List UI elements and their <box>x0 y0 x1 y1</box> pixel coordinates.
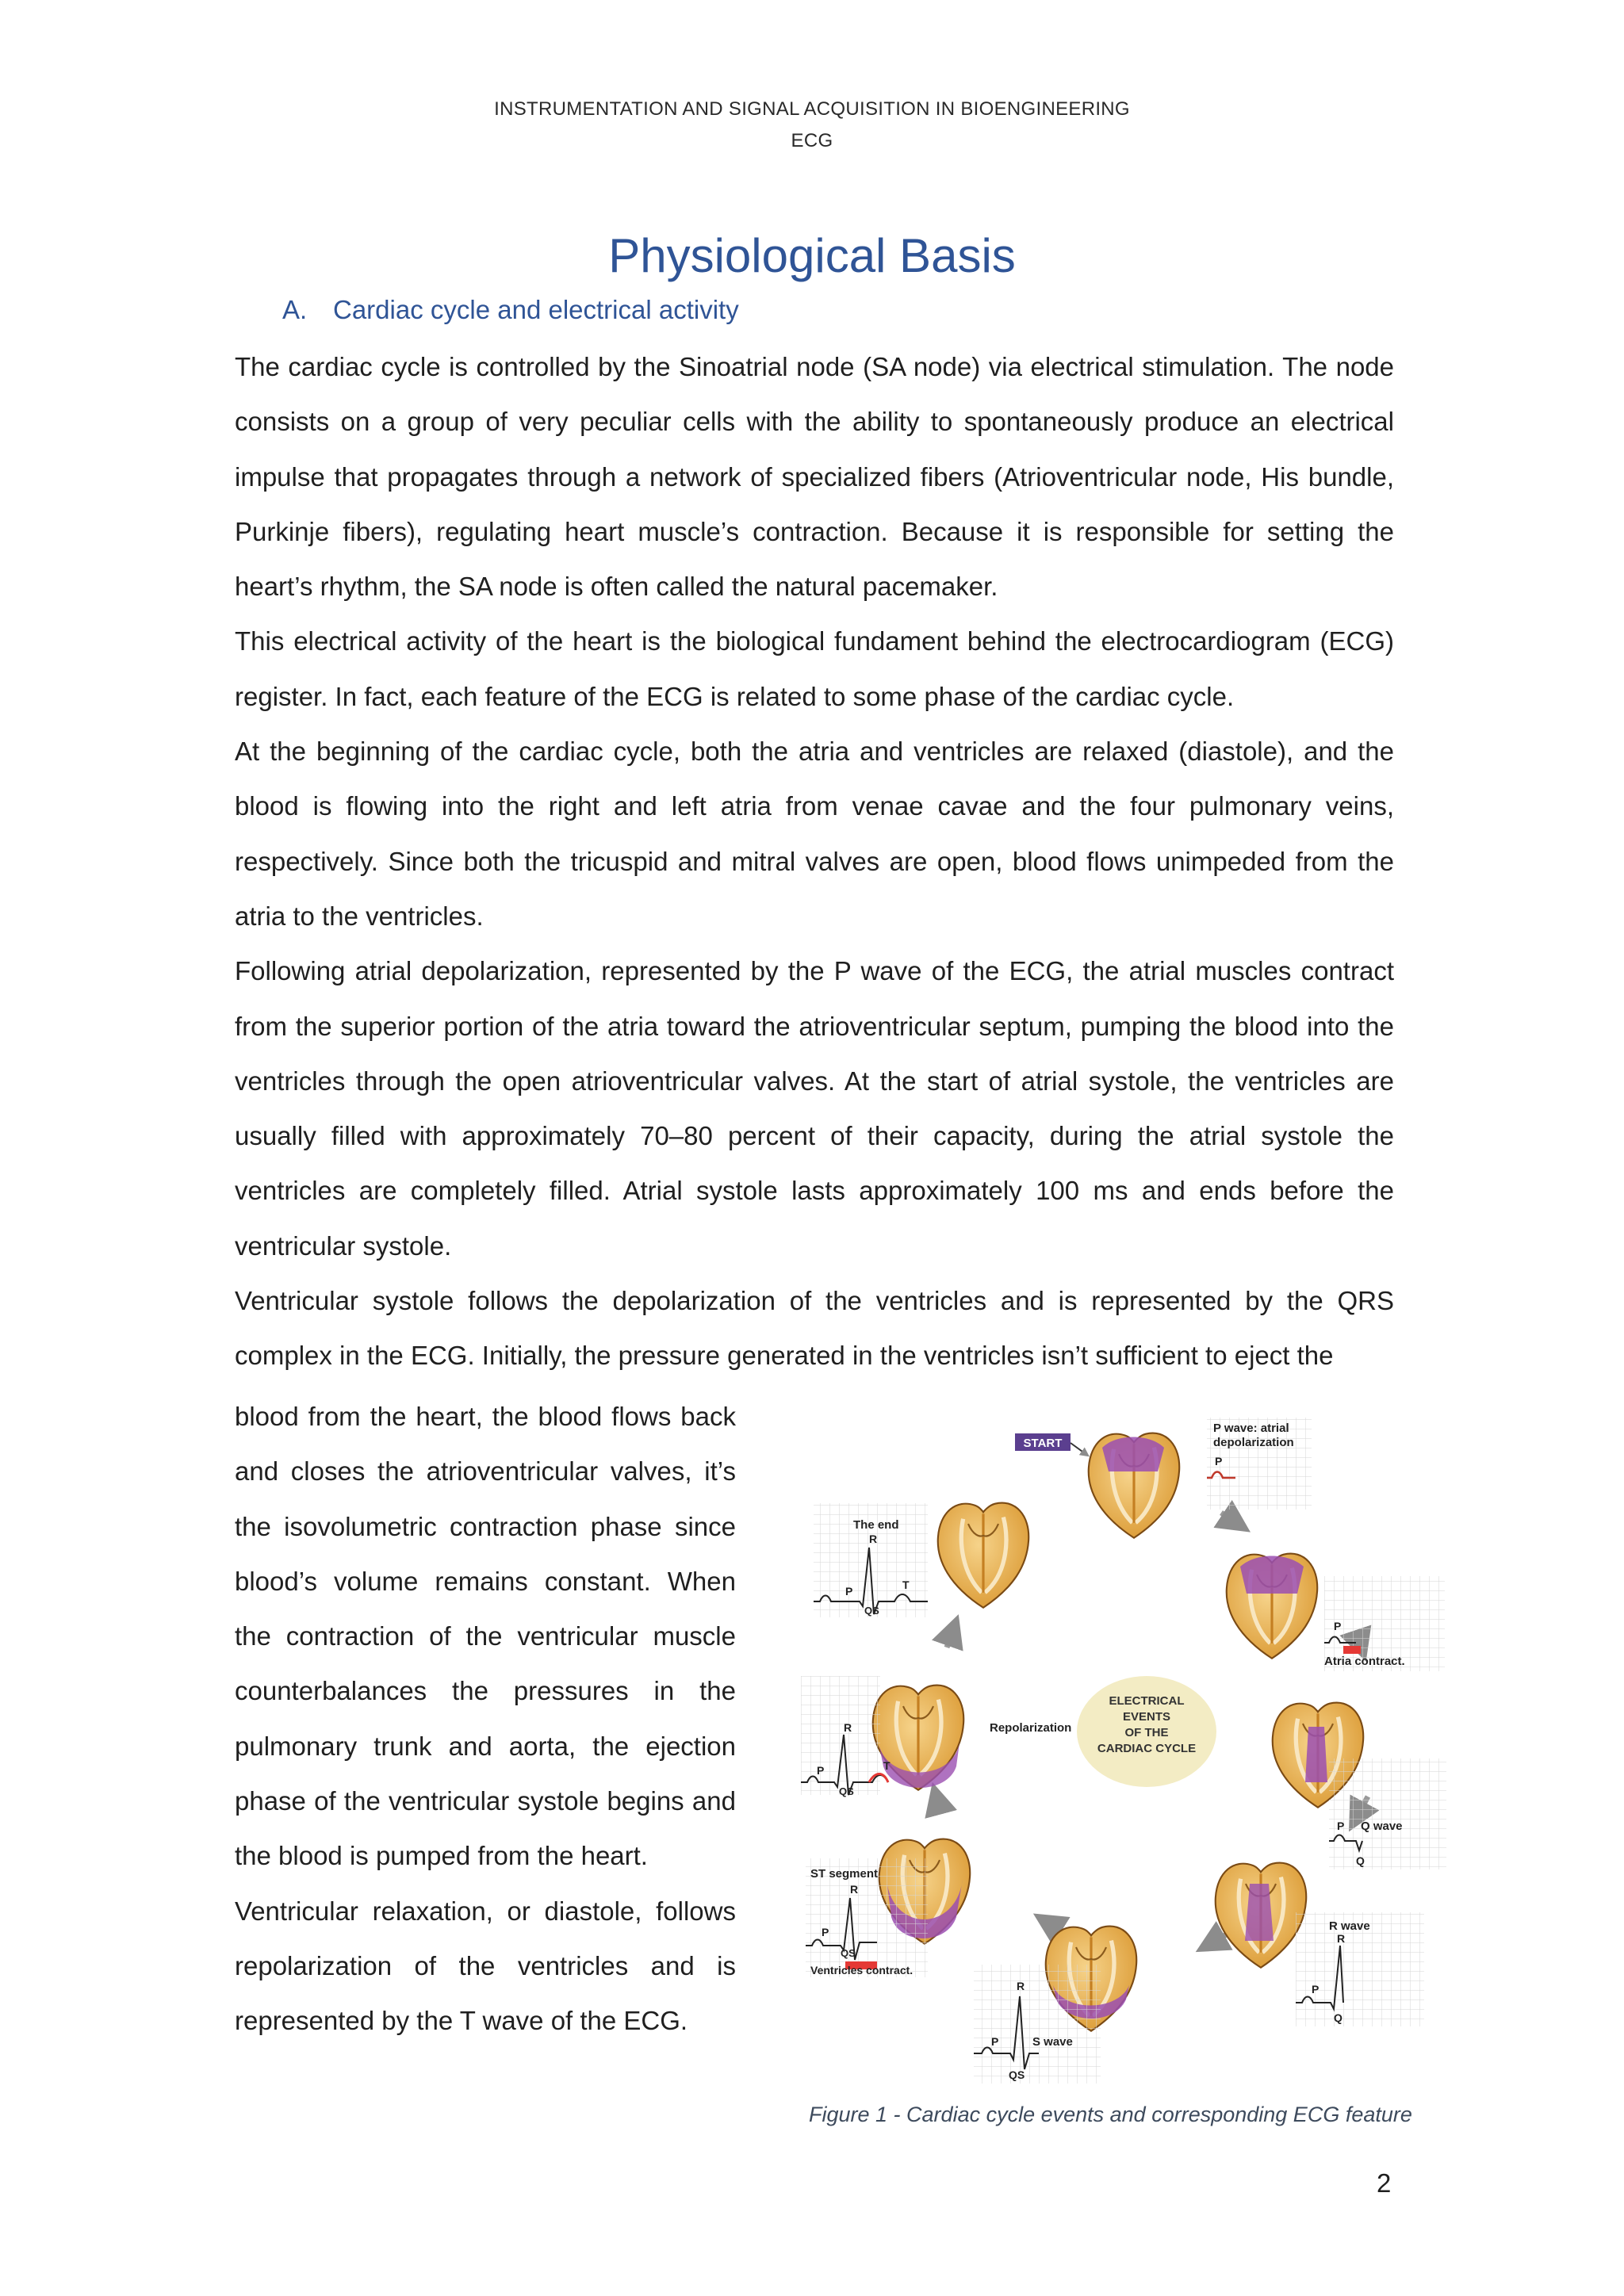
center-label-line: OF THE <box>1124 1726 1169 1739</box>
section-heading <box>282 295 739 325</box>
start-label: START <box>1023 1437 1063 1450</box>
ecg-letter-t: T <box>883 1759 891 1772</box>
heart-illustration-2 <box>1227 1554 1318 1659</box>
ecg-letter-p: P <box>817 1764 825 1777</box>
ecg-letter-qs: QS <box>864 1605 879 1617</box>
ecg-panel-p-wave <box>1207 1418 1312 1510</box>
ecg-letter-p: P <box>1312 1983 1320 1996</box>
label-p-wave-line1: P wave: atrial <box>1213 1422 1289 1435</box>
ecg-panel-st-segment <box>806 1858 928 1977</box>
ecg-letter-q: Q <box>1356 1854 1365 1867</box>
paragraph: Ventricular relaxation, or diastole, follows repolarization of the ventricles and is represented by the T wave of the ECG. <box>235 1896 736 2036</box>
ecg-letter-p: P <box>1337 1820 1345 1832</box>
ecg-letter-qs: QS <box>841 1947 856 1959</box>
ecg-letter-p: P <box>822 1926 829 1938</box>
center-label-line: CARDIAC CYCLE <box>1097 1742 1197 1755</box>
heart-illustration-7 <box>873 1686 964 1790</box>
ecg-panel-the-end <box>814 1503 928 1617</box>
ecg-letter-p: P <box>1334 1620 1342 1632</box>
running-header-course: INSTRUMENTATION AND SIGNAL ACQUISITION IN BIOENGINEERING <box>494 98 1130 120</box>
paragraph: Ventricular systole follows the depolarization of the ventricles and is represented by the QRS complex in the ECG. Initially, the pressure generated in the ventricles isn’t sufficient to eject the <box>235 1286 1394 1371</box>
figure-caption: Figure 1 - Cardiac cycle events and corresponding ECG feature <box>809 2103 1412 2126</box>
cardiac-cycle-figure <box>801 1410 1448 2091</box>
ecg-letter-r: R <box>844 1721 852 1734</box>
page-number: 2 <box>1377 2168 1392 2198</box>
running-header-topic: ECG <box>791 130 833 151</box>
ecg-panel-s-wave <box>974 1965 1101 2084</box>
heart-illustration-8 <box>938 1503 1029 1608</box>
label-q-wave: Q wave <box>1361 1820 1403 1833</box>
ecg-letter-p: P <box>1215 1455 1223 1468</box>
heart-illustration-1 <box>1089 1433 1180 1538</box>
label-atria-contract: Atria contract. <box>1324 1655 1405 1668</box>
paragraph: Following atrial depolarization, represented by the P wave of the ECG, the atrial muscles contract from the superior portion of the atria toward the atrioventricular septum, pumping the blood into the ventricles through the open atrioventricular valves. At the start of atrial systole, the ventricles are usually filled with approximately 70–80 percent of their capacity, during the atrial systole the ventricles are completely filled. Atrial systole lasts approximately 100 ms and ends before the ventricular systole. <box>235 956 1394 1261</box>
label-st-segment: ST segment <box>810 1867 879 1881</box>
label-the-end: The end <box>853 1518 899 1532</box>
ecg-letter-t: T <box>902 1578 910 1591</box>
ecg-letter-r: R <box>869 1533 878 1545</box>
ecg-panel-atria-contract <box>1324 1576 1445 1671</box>
section-number: A. <box>282 295 308 324</box>
body-text-wrapped <box>235 1389 736 2049</box>
ecg-letter-q: Q <box>1334 2011 1342 2024</box>
ecg-letter-r: R <box>1017 1980 1025 1992</box>
ecg-letter-qs: QS <box>839 1785 854 1797</box>
label-r-wave: R wave <box>1329 1919 1370 1933</box>
paragraph: At the beginning of the cardiac cycle, both the atria and ventricles are relaxed (diastole), and the blood is flowing into the right and left atria from venae cavae and the four pulmonary veins, respectively. Since both the tricuspid and mitral valves are open, blood flows unimpeded from the atria to the ventricles. <box>235 737 1394 931</box>
ecg-letter-p: P <box>991 2035 999 2048</box>
label-s-wave: S wave <box>1032 2035 1073 2049</box>
ecg-letter-p: P <box>845 1585 853 1598</box>
label-p-wave-line2: depolarization <box>1213 1436 1294 1449</box>
section-title: Cardiac cycle and electrical activity <box>333 295 739 324</box>
start-badge <box>1015 1433 1088 1456</box>
paragraph: The cardiac cycle is controlled by the Sinoatrial node (SA node) via electrical stimulation. The node consists on a group of very peculiar cells with the ability to spontaneously produce an electrical impulse that propagates through a network of specialized fibers (Atrioventricular node, His bundle, Purkinje fibers), regulating heart muscle’s contraction. Because it is responsible for setting the heart’s rhythm, the SA node is often called the natural pacemaker. <box>235 352 1394 602</box>
paragraph: blood from the heart, the blood flows back and closes the atrioventricular valves, it’s the isovolumetric contraction phase since blood’s volume remains constant. When the contraction of the ventricular muscle counterbalances the pressures in the pulmonary trunk and aorta, the ejection phase of the ventricular systole begins and the blood is pumped from the heart. <box>235 1402 736 1871</box>
ecg-letter-qs: QS <box>1009 2068 1025 2081</box>
body-text <box>235 339 1394 1383</box>
center-label-line: EVENTS <box>1122 1710 1171 1724</box>
center-label <box>1077 1676 1216 1787</box>
ecg-letter-r: R <box>1337 1932 1346 1945</box>
label-repolarization: Repolarization <box>990 1721 1072 1735</box>
center-label-line: ELECTRICAL <box>1109 1694 1185 1708</box>
label-ventricles-contract: Ventricles contract. <box>810 1964 914 1976</box>
ecg-letter-r: R <box>850 1883 859 1896</box>
paragraph: This electrical activity of the heart is the biological fundament behind the electrocardiogram (ECG) register. In fact, each feature of the ECG is related to some phase of the cardiac cycle. <box>235 626 1394 711</box>
ecg-panel-r-wave <box>1296 1912 1424 2026</box>
page-title: Physiological Basis <box>608 229 1016 283</box>
heart-illustration-4 <box>1216 1863 1307 1968</box>
ecg-panel-q-wave <box>1329 1758 1446 1869</box>
